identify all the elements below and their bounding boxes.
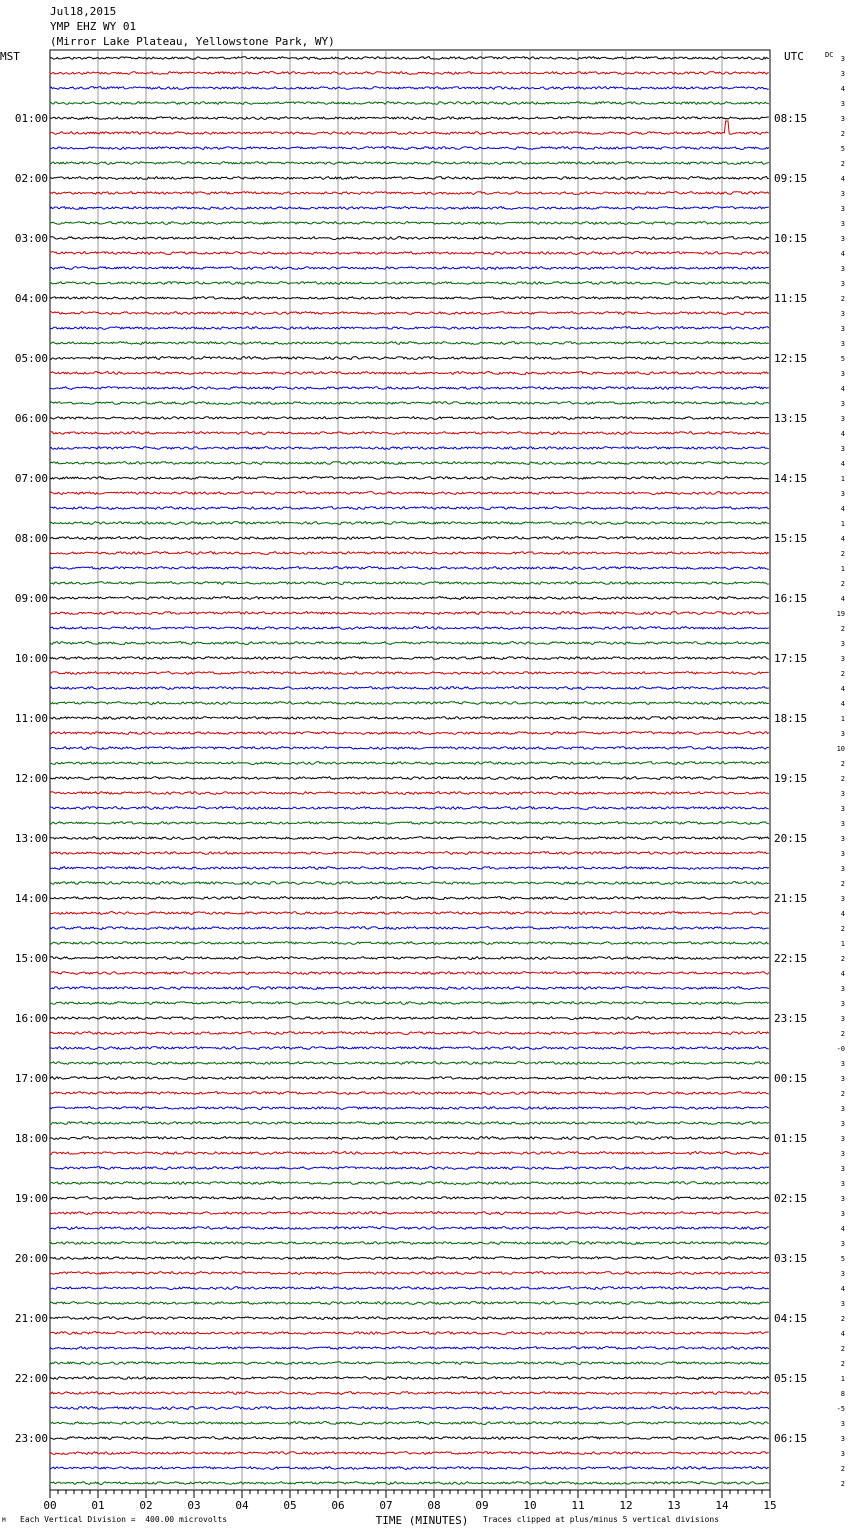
seismic-trace xyxy=(50,747,769,750)
dc-offset-value: 4 xyxy=(840,685,845,693)
dc-offset-value: 1 xyxy=(840,520,845,528)
dc-offset-value: 5 xyxy=(840,145,845,153)
dc-offset-value: 3 xyxy=(840,655,845,663)
clip-note: Traces clipped at plus/minus 5 vertical divisions xyxy=(483,1515,720,1524)
station-location: (Mirror Lake Plateau, Yellowstone Park, WY) xyxy=(50,35,335,48)
dc-offset-value: 3 xyxy=(840,1000,845,1008)
seismic-trace xyxy=(50,927,769,930)
dc-offset-value: 3 xyxy=(840,205,845,213)
right-timezone-label: UTC xyxy=(784,50,804,63)
dc-offset-value: 3 xyxy=(840,310,845,318)
x-tick-label: 08 xyxy=(427,1499,441,1512)
dc-offset-value: 3 xyxy=(840,370,845,378)
seismic-trace xyxy=(50,882,769,885)
dc-offset-value: 3 xyxy=(840,325,845,333)
seismic-trace xyxy=(50,1347,769,1350)
seismic-trace xyxy=(50,327,769,330)
seismic-trace xyxy=(50,297,769,300)
seismic-trace xyxy=(50,1377,769,1380)
station-code: YMP EHZ WY 01 xyxy=(50,20,137,33)
mst-hour-label: 11:00 xyxy=(14,712,48,725)
seismic-trace xyxy=(50,567,769,570)
dc-offset-value: 3 xyxy=(840,55,845,63)
seismic-trace xyxy=(50,537,769,540)
dc-offset-value: 3 xyxy=(840,985,845,993)
utc-hour-label: 14:15 xyxy=(774,472,808,485)
seismic-trace xyxy=(50,1422,769,1425)
dc-offset-value: 3 xyxy=(840,730,845,738)
seismic-trace xyxy=(50,597,769,600)
seismic-trace xyxy=(50,1032,769,1035)
left-timezone-label: MST xyxy=(0,50,20,63)
dc-offset-value: 3 xyxy=(840,640,845,648)
dc-offset-value: 4 xyxy=(840,700,845,708)
dc-offset-value: 2 xyxy=(840,1030,845,1038)
mst-hour-label: 19:00 xyxy=(14,1192,48,1205)
dc-offset-value: 2 xyxy=(840,625,845,633)
seismic-trace xyxy=(50,912,769,915)
utc-hour-label: 18:15 xyxy=(774,712,808,725)
dc-offset-value: 1 xyxy=(840,475,845,483)
dc-offset-value: 3 xyxy=(840,1435,845,1443)
x-tick-label: 07 xyxy=(379,1499,393,1512)
utc-hour-label: 22:15 xyxy=(774,952,808,965)
x-tick-label: 15 xyxy=(763,1499,777,1512)
seismic-trace xyxy=(50,117,769,120)
mst-hour-label: 01:00 xyxy=(14,112,48,125)
dc-offset-value: 5 xyxy=(840,1255,845,1263)
seismic-trace xyxy=(50,1152,769,1155)
seismic-trace xyxy=(50,87,769,90)
seismic-trace xyxy=(50,222,769,225)
dc-offset-value: 2 xyxy=(840,295,845,303)
mst-hour-label: 07:00 xyxy=(14,472,48,485)
seismic-trace xyxy=(50,1077,769,1080)
dc-offset-value: 4 xyxy=(840,535,845,543)
seismic-trace xyxy=(50,72,769,75)
dc-offset-value: 3 xyxy=(840,265,845,273)
plot-frame xyxy=(50,50,770,1490)
dc-offset-value: 2 xyxy=(840,880,845,888)
seismic-trace xyxy=(50,822,769,825)
seismic-trace xyxy=(50,1257,769,1260)
dc-offset-value: 1 xyxy=(840,1375,845,1383)
seismic-trace xyxy=(50,207,769,210)
dc-offset-value: 3 xyxy=(840,1150,845,1158)
seismic-trace xyxy=(50,252,769,255)
dc-offset-value: 3 xyxy=(840,895,845,903)
seismic-trace xyxy=(50,942,769,945)
dc-offset-value: 3 xyxy=(840,1180,845,1188)
seismic-trace xyxy=(50,402,769,405)
mst-hour-label: 21:00 xyxy=(14,1312,48,1325)
seismic-trace xyxy=(50,867,769,870)
seismic-trace xyxy=(50,717,769,720)
seismic-trace xyxy=(50,417,769,420)
dc-offset-value: -0 xyxy=(836,1045,845,1053)
seismic-trace xyxy=(50,1092,769,1095)
dc-offset-value: 3 xyxy=(840,820,845,828)
dc-offset-value: 3 xyxy=(840,1165,845,1173)
dc-offset-value: 2 xyxy=(840,670,845,678)
dc-offset-value: 3 xyxy=(840,400,845,408)
utc-hour-label: 08:15 xyxy=(774,112,808,125)
seismic-trace xyxy=(50,57,769,60)
x-tick-label: 09 xyxy=(475,1499,489,1512)
x-tick-label: 14 xyxy=(715,1499,729,1512)
mst-hour-label: 02:00 xyxy=(14,172,48,185)
utc-hour-label: 00:15 xyxy=(774,1072,808,1085)
dc-offset-value: 2 xyxy=(840,1360,845,1368)
seismic-trace xyxy=(50,1407,769,1410)
seismic-trace xyxy=(50,1047,769,1050)
utc-hour-label: 06:15 xyxy=(774,1432,808,1445)
seismic-trace xyxy=(50,312,769,315)
mst-hour-label: 14:00 xyxy=(14,892,48,905)
utc-hour-label: 19:15 xyxy=(774,772,808,785)
dc-offset-value: 19 xyxy=(836,610,845,618)
seismic-trace xyxy=(50,627,769,630)
dc-offset-value: 3 xyxy=(840,220,845,228)
utc-hour-label: 05:15 xyxy=(774,1372,808,1385)
corner-mark: M xyxy=(2,1517,6,1524)
seismic-trace xyxy=(50,387,769,390)
utc-hour-label: 12:15 xyxy=(774,352,808,365)
dc-offset-value: 2 xyxy=(840,1345,845,1353)
dc-offset-value: 4 xyxy=(840,460,845,468)
seismic-trace xyxy=(50,1272,769,1275)
x-tick-label: 03 xyxy=(187,1499,201,1512)
dc-offset-value: 1 xyxy=(840,715,845,723)
seismic-trace xyxy=(50,702,769,705)
mst-hour-label: 05:00 xyxy=(14,352,48,365)
seismic-trace xyxy=(50,372,769,375)
dc-offset-value: 2 xyxy=(840,550,845,558)
x-tick-label: 02 xyxy=(139,1499,153,1512)
utc-hour-label: 10:15 xyxy=(774,232,808,245)
dc-offset-value: 4 xyxy=(840,85,845,93)
dc-offset-value: 3 xyxy=(840,190,845,198)
dc-offset-value: 3 xyxy=(840,865,845,873)
utc-hour-label: 17:15 xyxy=(774,652,808,665)
seismic-trace xyxy=(50,1242,769,1245)
seismic-trace xyxy=(50,1467,769,1470)
mst-hour-label: 20:00 xyxy=(14,1252,48,1265)
dc-label: DC xyxy=(825,51,834,59)
dc-offset-value: 8 xyxy=(840,1390,845,1398)
seismic-trace xyxy=(50,492,769,495)
dc-offset-value: 2 xyxy=(840,1480,845,1488)
dc-offset-value: 3 xyxy=(840,835,845,843)
dc-offset-value: 2 xyxy=(840,1090,845,1098)
seismic-trace xyxy=(50,1287,769,1290)
seismic-trace xyxy=(50,852,769,855)
seismic-trace xyxy=(50,1437,769,1440)
seismic-trace xyxy=(50,102,769,105)
seismic-trace xyxy=(50,1212,769,1215)
seismic-trace xyxy=(50,1182,769,1185)
plot-date: Jul18,2015 xyxy=(50,5,117,18)
dc-offset-value: 2 xyxy=(840,580,845,588)
seismic-trace xyxy=(50,237,769,240)
x-tick-label: 00 xyxy=(43,1499,57,1512)
mst-hour-label: 13:00 xyxy=(14,832,48,845)
mst-hour-label: 08:00 xyxy=(14,532,48,545)
mst-hour-label: 12:00 xyxy=(14,772,48,785)
dc-offset-value: 2 xyxy=(840,775,845,783)
seismic-trace xyxy=(50,267,769,270)
dc-offset-value: 4 xyxy=(840,175,845,183)
dc-offset-value: 3 xyxy=(840,490,845,498)
utc-hour-label: 11:15 xyxy=(774,292,808,305)
seismic-trace xyxy=(50,477,769,480)
utc-hour-label: 16:15 xyxy=(774,592,808,605)
dc-offset-value: 3 xyxy=(840,1060,845,1068)
dc-offset-value: 3 xyxy=(840,1450,845,1458)
dc-offset-value: 3 xyxy=(840,1015,845,1023)
dc-offset-value: 2 xyxy=(840,1465,845,1473)
seismic-trace xyxy=(50,1197,769,1200)
dc-offset-value: 2 xyxy=(840,925,845,933)
dc-offset-value: 4 xyxy=(840,250,845,258)
seismic-trace xyxy=(50,777,769,780)
mst-hour-label: 06:00 xyxy=(14,412,48,425)
seismic-trace xyxy=(50,972,769,975)
mst-hour-label: 04:00 xyxy=(14,292,48,305)
seismic-trace xyxy=(50,1392,769,1395)
utc-hour-label: 20:15 xyxy=(774,832,808,845)
seismic-trace xyxy=(50,1227,769,1230)
seismic-trace xyxy=(50,447,769,450)
x-tick-label: 06 xyxy=(331,1499,345,1512)
seismic-trace xyxy=(50,177,769,180)
dc-offset-value: 2 xyxy=(840,160,845,168)
seismic-trace xyxy=(50,147,769,150)
mst-hour-label: 18:00 xyxy=(14,1132,48,1145)
scale-note: Each Vertical Division = 400.00 microvolts xyxy=(20,1515,228,1524)
mst-hour-label: 03:00 xyxy=(14,232,48,245)
dc-offset-value: 2 xyxy=(840,955,845,963)
utc-hour-label: 13:15 xyxy=(774,412,808,425)
mst-hour-label: 22:00 xyxy=(14,1372,48,1385)
seismic-trace xyxy=(50,1317,769,1320)
seismic-trace xyxy=(50,1062,769,1065)
utc-hour-label: 09:15 xyxy=(774,172,808,185)
dc-offset-value: 2 xyxy=(840,760,845,768)
seismic-trace xyxy=(50,1452,769,1455)
x-tick-label: 11 xyxy=(571,1499,585,1512)
seismic-trace xyxy=(50,687,769,690)
dc-offset-value: 3 xyxy=(840,340,845,348)
x-tick-label: 04 xyxy=(235,1499,249,1512)
dc-offset-value: 3 xyxy=(840,1195,845,1203)
seismic-trace xyxy=(50,522,769,525)
dc-offset-value: 4 xyxy=(840,970,845,978)
seismic-trace xyxy=(50,282,769,285)
dc-offset-value: 10 xyxy=(836,745,845,753)
dc-offset-value: 4 xyxy=(840,595,845,603)
dc-offset-value: 4 xyxy=(840,1330,845,1338)
seismic-trace xyxy=(50,957,769,960)
mst-hour-label: 16:00 xyxy=(14,1012,48,1025)
dc-offset-value: 3 xyxy=(840,70,845,78)
x-tick-label: 10 xyxy=(523,1499,537,1512)
seismic-trace xyxy=(50,357,769,360)
mst-hour-label: 23:00 xyxy=(14,1432,48,1445)
utc-hour-label: 04:15 xyxy=(774,1312,808,1325)
seismic-trace xyxy=(50,1332,769,1335)
dc-offset-value: 3 xyxy=(840,1300,845,1308)
seismic-trace xyxy=(50,897,769,900)
dc-offset-value: 4 xyxy=(840,505,845,513)
dc-offset-value: 3 xyxy=(840,1210,845,1218)
dc-offset-value: 3 xyxy=(840,1120,845,1128)
utc-hour-label: 03:15 xyxy=(774,1252,808,1265)
seismic-trace xyxy=(50,1107,769,1110)
dc-offset-value: 3 xyxy=(840,1105,845,1113)
seismic-trace xyxy=(50,762,769,765)
mst-hour-label: 10:00 xyxy=(14,652,48,665)
dc-offset-value: 1 xyxy=(840,940,845,948)
dc-offset-value: 3 xyxy=(840,850,845,858)
seismic-trace xyxy=(50,1137,769,1140)
dc-offset-value: 4 xyxy=(840,385,845,393)
dc-offset-value: 4 xyxy=(840,910,845,918)
seismic-trace xyxy=(50,792,769,795)
seismic-trace xyxy=(50,807,769,810)
seismic-trace xyxy=(50,1122,769,1125)
seismic-trace xyxy=(50,1362,769,1365)
dc-offset-value: 3 xyxy=(840,100,845,108)
utc-hour-label: 23:15 xyxy=(774,1012,808,1025)
seismic-trace xyxy=(50,342,769,345)
x-tick-label: 05 xyxy=(283,1499,297,1512)
utc-hour-label: 21:15 xyxy=(774,892,808,905)
seismic-trace xyxy=(50,1482,769,1485)
seismic-trace xyxy=(50,192,769,195)
dc-offset-value: 1 xyxy=(840,565,845,573)
seismic-trace xyxy=(50,837,769,840)
seismic-trace xyxy=(50,642,769,645)
dc-offset-value: 3 xyxy=(840,445,845,453)
seismic-trace xyxy=(50,987,769,990)
dc-offset-value: 4 xyxy=(840,430,845,438)
utc-hour-label: 01:15 xyxy=(774,1132,808,1145)
dc-offset-value: 3 xyxy=(840,280,845,288)
dc-offset-value: 5 xyxy=(840,355,845,363)
dc-offset-value: 3 xyxy=(840,1240,845,1248)
dc-offset-value: 3 xyxy=(840,235,845,243)
seismic-trace xyxy=(50,657,769,660)
x-axis-title: TIME (MINUTES) xyxy=(375,1514,469,1527)
seismic-trace xyxy=(50,732,769,735)
dc-offset-value: 3 xyxy=(840,115,845,123)
utc-hour-label: 02:15 xyxy=(774,1192,808,1205)
dc-offset-value: -5 xyxy=(836,1405,845,1413)
dc-offset-value: 3 xyxy=(840,1075,845,1083)
dc-offset-value: 4 xyxy=(840,1225,845,1233)
seismic-trace xyxy=(50,121,769,134)
seismic-trace xyxy=(50,582,769,585)
dc-offset-value: 4 xyxy=(840,1285,845,1293)
seismic-trace xyxy=(50,432,769,435)
seismic-trace xyxy=(50,552,769,555)
x-tick-label: 13 xyxy=(667,1499,681,1512)
mst-hour-label: 09:00 xyxy=(14,592,48,605)
dc-offset-value: 2 xyxy=(840,1315,845,1323)
x-tick-label: 01 xyxy=(91,1499,105,1512)
x-tick-label: 12 xyxy=(619,1499,633,1512)
dc-offset-value: 3 xyxy=(840,1135,845,1143)
seismic-trace xyxy=(50,672,769,675)
dc-offset-value: 3 xyxy=(840,1270,845,1278)
seismic-trace xyxy=(50,162,769,165)
dc-offset-value: 3 xyxy=(840,415,845,423)
dc-offset-value: 3 xyxy=(840,1420,845,1428)
dc-offset-value: 3 xyxy=(840,805,845,813)
seismic-trace xyxy=(50,462,769,465)
seismic-trace xyxy=(50,1302,769,1305)
seismic-trace xyxy=(50,1002,769,1005)
seismic-trace xyxy=(50,1017,769,1020)
mst-hour-label: 17:00 xyxy=(14,1072,48,1085)
mst-hour-label: 15:00 xyxy=(14,952,48,965)
utc-hour-label: 15:15 xyxy=(774,532,808,545)
seismic-trace xyxy=(50,612,769,615)
seismic-trace xyxy=(50,507,769,510)
dc-offset-value: 2 xyxy=(840,130,845,138)
seismic-trace xyxy=(50,1167,769,1170)
dc-offset-value: 3 xyxy=(840,790,845,798)
